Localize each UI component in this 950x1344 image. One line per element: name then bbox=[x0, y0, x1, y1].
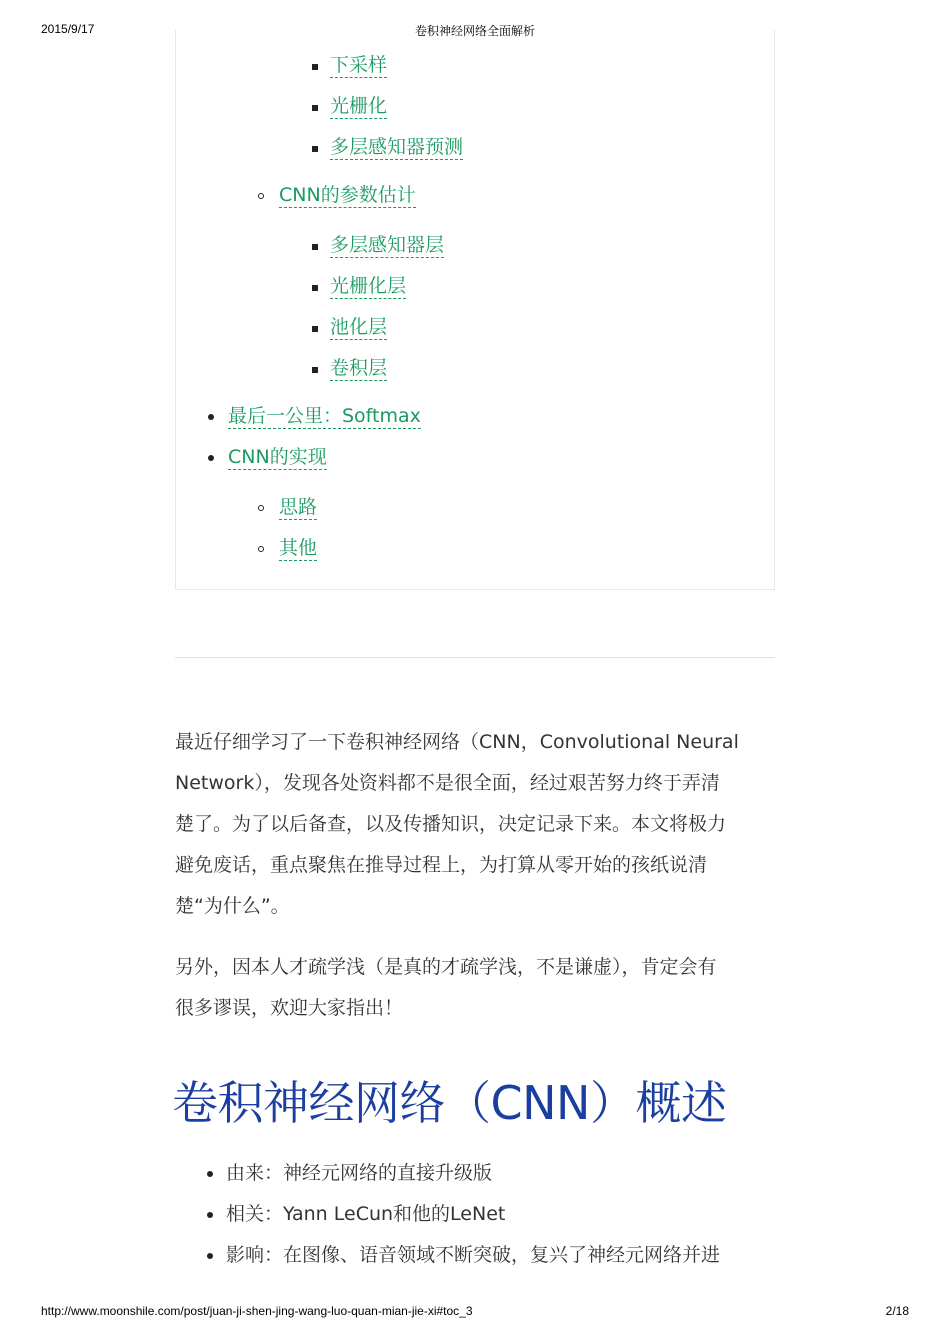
section-heading: 卷积神经网络（CNN）概述 bbox=[172, 1076, 727, 1130]
toc-link[interactable]: 最后一公里：Softmax bbox=[228, 405, 421, 427]
toc-link[interactable]: 多层感知器层 bbox=[330, 234, 445, 256]
circle-bullet-icon bbox=[258, 505, 264, 511]
toc-item-mlp-layer[interactable] bbox=[330, 232, 444, 258]
toc-link[interactable]: 下采样 bbox=[330, 54, 388, 76]
section-divider bbox=[175, 657, 775, 658]
paragraph-line: 最近仔细学习了一下卷积神经网络（CNN，Convolutional Neural bbox=[175, 731, 739, 753]
toc-link[interactable]: 其他 bbox=[279, 537, 318, 559]
square-bullet-icon bbox=[312, 105, 318, 111]
toc-link[interactable]: 思路 bbox=[279, 496, 318, 518]
square-bullet-icon bbox=[312, 367, 318, 373]
toc-link[interactable]: CNN的参数估计 bbox=[279, 184, 416, 206]
toc-item-softmax[interactable] bbox=[228, 403, 421, 429]
toc-item-approach[interactable] bbox=[279, 494, 317, 520]
toc-item-raster-layer[interactable] bbox=[330, 273, 406, 299]
toc-item-rasterize[interactable] bbox=[330, 93, 387, 119]
toc-item-cnn-impl[interactable] bbox=[228, 444, 327, 470]
list-item-related: 相关：Yann LeCun和他的LeNet bbox=[226, 1203, 506, 1225]
list-item-origin: 由来：神经元网络的直接升级版 bbox=[226, 1162, 493, 1184]
square-bullet-icon bbox=[312, 64, 318, 70]
table-of-contents bbox=[175, 30, 775, 590]
toc-link[interactable]: 光栅化 bbox=[330, 95, 388, 117]
paragraph-line: 楚了。为了以后备查，以及传播知识，决定记录下来。本文将极力 bbox=[175, 813, 727, 835]
intro-paragraph-2 bbox=[175, 947, 775, 1029]
disc-bullet-icon bbox=[208, 455, 214, 461]
disc-bullet-icon bbox=[207, 1212, 213, 1218]
print-url: http://www.moonshile.com/post/juan-ji-shen-jing-wang-luo-quan-mian-jie-xi#toc_3 bbox=[41, 1304, 473, 1318]
paragraph-line: 楚“为什么”。 bbox=[175, 895, 290, 917]
toc-link[interactable]: 卷积层 bbox=[330, 357, 388, 379]
print-title: 卷积神经网络全面解析 bbox=[414, 24, 535, 38]
print-footer bbox=[0, 1304, 950, 1320]
toc-item-cnn-params[interactable] bbox=[279, 182, 416, 208]
toc-item-pool-layer[interactable] bbox=[330, 314, 387, 340]
intro-paragraph-1 bbox=[175, 722, 775, 927]
circle-bullet-icon bbox=[258, 546, 264, 552]
paragraph-line: 另外，因本人才疏学浅（是真的才疏学浅，不是谦虚），肯定会有 bbox=[175, 956, 717, 978]
square-bullet-icon bbox=[312, 244, 318, 250]
disc-bullet-icon bbox=[208, 414, 214, 420]
toc-item-conv-layer[interactable] bbox=[330, 355, 387, 381]
paragraph-line: Network），发现各处资料都不是很全面，经过艰苦努力终于弄清 bbox=[175, 772, 720, 794]
paragraph-line: 避免废话，重点聚焦在推导过程上，为打算从零开始的孩纸说清 bbox=[175, 854, 708, 876]
toc-link[interactable]: CNN的实现 bbox=[228, 446, 327, 468]
square-bullet-icon bbox=[312, 146, 318, 152]
print-date: 2015/9/17 bbox=[41, 22, 95, 36]
toc-link[interactable]: 多层感知器预测 bbox=[330, 136, 464, 158]
paragraph-line: 很多谬误，欢迎大家指出！ bbox=[175, 997, 404, 1019]
toc-item-downsampling[interactable] bbox=[330, 52, 387, 78]
disc-bullet-icon bbox=[207, 1253, 213, 1259]
square-bullet-icon bbox=[312, 326, 318, 332]
toc-link[interactable]: 光栅化层 bbox=[330, 275, 407, 297]
page-number: 2/18 bbox=[885, 1304, 909, 1318]
list-item-impact: 影响：在图像、语音领域不断突破，复兴了神经元网络并进 bbox=[226, 1244, 721, 1266]
disc-bullet-icon bbox=[207, 1171, 213, 1177]
square-bullet-icon bbox=[312, 285, 318, 291]
toc-link[interactable]: 池化层 bbox=[330, 316, 388, 338]
circle-bullet-icon bbox=[258, 193, 264, 199]
toc-item-other[interactable] bbox=[279, 535, 317, 561]
toc-item-mlp-predict[interactable] bbox=[330, 134, 463, 160]
